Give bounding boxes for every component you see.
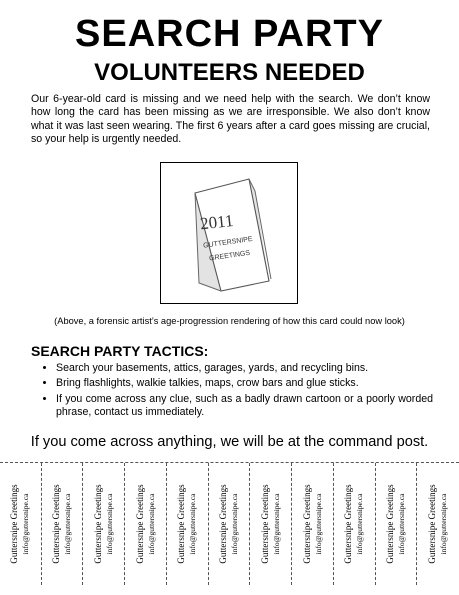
card-sketch-drawing [161,163,297,303]
tab-email: info@guttersnipe.ca [104,493,114,555]
tear-off-tab[interactable] [209,463,251,585]
tab-name: Guttersnipe Greetings [9,484,20,564]
tab-name: Guttersnipe Greetings [343,484,354,564]
tactics-heading: SEARCH PARTY TACTICS: [31,343,209,359]
tab-name: Guttersnipe Greetings [92,484,103,564]
tear-off-tab[interactable] [292,463,334,585]
tab-email: info@guttersnipe.ca [230,493,240,555]
tear-off-tab[interactable] [0,463,42,585]
tactic-item: • Search your basements, attics, garages, yards, and recycling bins. [56,362,433,375]
tab-name: Guttersnipe Greetings [427,484,438,564]
tactics-list [31,362,433,422]
sketch-brand-line2: GREETINGS [208,249,251,263]
tab-email: info@guttersnipe.ca [63,493,73,555]
tactic-item: • If you come across any clue, such as a badly drawn cartoon or a poorly worded phrase, contact us immediately. [56,393,433,420]
tactic-item: • Bring flashlights, walkie talkies, maps, crow bars and glue sticks. [56,377,433,390]
illustration-caption: (Above, a forensic artist’s age-progression rendering of how this card could now look) [54,316,405,326]
tab-email: info@guttersnipe.ca [439,493,449,555]
tab-name: Guttersnipe Greetings [259,484,270,564]
tab-email: info@guttersnipe.ca [313,493,323,555]
tear-off-tab[interactable] [83,463,125,585]
command-post-note: If you come across anything, we will be at the command post. [30,434,429,450]
sketch-year-text: 2011 [199,210,235,234]
tab-email: info@guttersnipe.ca [146,493,156,555]
tab-email: info@guttersnipe.ca [188,493,198,555]
tab-name: Guttersnipe Greetings [51,484,62,564]
tear-off-tabs [0,462,459,595]
flyer-title: SEARCH PARTY [75,13,384,55]
tab-name: Guttersnipe Greetings [176,484,187,564]
tear-off-tab[interactable] [167,463,209,585]
tab-name: Guttersnipe Greetings [301,484,312,564]
tear-off-tab[interactable] [42,463,84,585]
sketch-brand-line1: GUTTERSNIPE [202,235,254,250]
tear-off-tab[interactable] [250,463,292,585]
tab-name: Guttersnipe Greetings [384,484,395,564]
intro-paragraph: Our 6-year-old card is missing and we need help with the search. We don’t know how long the card has been missing as we are irresponsible. We also don’t know what it was last seen wearing. The first 6 years after a card goes missing are crucial, so your help is urgently needed. [31,93,430,146]
tear-off-tab[interactable] [125,463,167,585]
tear-off-tab[interactable] [376,463,418,585]
tab-email: info@guttersnipe.ca [396,493,406,555]
tab-email: info@guttersnipe.ca [21,493,31,555]
tear-off-tab[interactable] [334,463,376,585]
tab-name: Guttersnipe Greetings [218,484,229,564]
card-sketch-illustration [160,162,298,304]
tab-email: info@guttersnipe.ca [271,493,281,555]
tab-name: Guttersnipe Greetings [134,484,145,564]
flyer-subtitle: VOLUNTEERS NEEDED [94,59,365,86]
tear-off-tab[interactable] [417,463,459,585]
tab-email: info@guttersnipe.ca [355,493,365,555]
